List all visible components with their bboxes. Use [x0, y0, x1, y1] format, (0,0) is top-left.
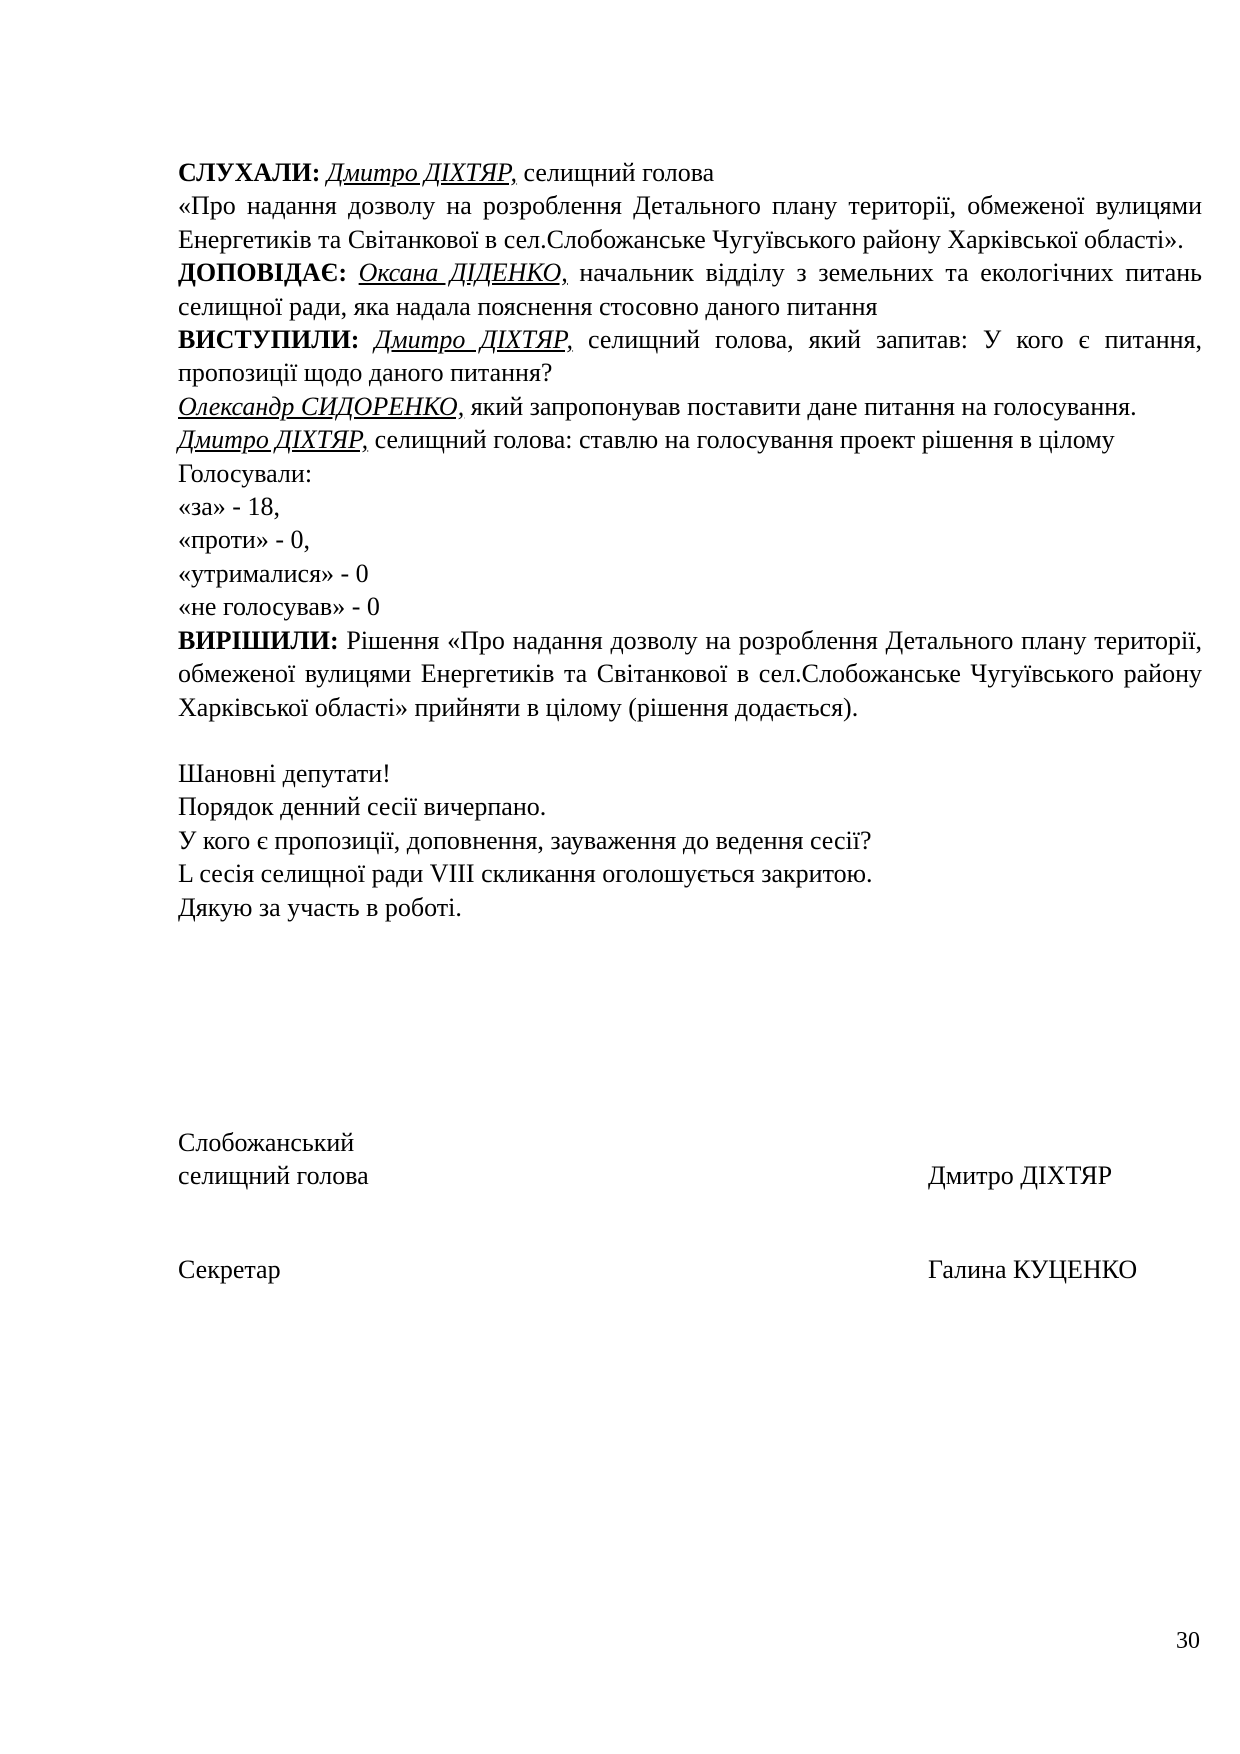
vote-for: «за» - 18, — [178, 492, 280, 522]
vote-abstained: «утрималися» - 0 — [178, 558, 369, 588]
secretary-name: Галина КУЦЕНКО — [928, 1255, 1138, 1284]
closing-line: L сесія селищної ради VIII скликання оголошується закритою. — [178, 859, 873, 889]
paragraph-gap — [178, 724, 1202, 757]
speaker3-name: Дмитро ДІХТЯР, — [178, 425, 369, 455]
closing-line: Шановні депутати! — [178, 758, 391, 788]
document-body — [178, 156, 1202, 924]
speaker3-text: селищний голова: ставлю на голосування проект рішення в цілому — [368, 425, 1115, 455]
closing-line: У кого є пропозиції, доповнення, зауваження до ведення сесії? — [178, 825, 872, 855]
closing-line: Порядок денний сесії вичерпано. — [178, 792, 547, 822]
speaker2-paragraph — [178, 390, 1202, 423]
heard-label: СЛУХАЛИ: — [178, 158, 321, 187]
page-number: 30 — [1176, 1628, 1200, 1654]
votes-heading: Голосували: — [178, 458, 313, 488]
reporter-paragraph — [178, 256, 1202, 323]
heard-paragraph — [178, 156, 1202, 189]
subject-paragraph: «Про надання дозволу на розроблення Детального плану території, обмеженої вулицями Енергетиків та Світанкової в сел.Слобожанське Чугуївського району Харківської області». — [178, 191, 1202, 254]
speakers-paragraph — [178, 323, 1202, 390]
speaker3-paragraph — [178, 423, 1202, 456]
votes-block — [178, 457, 1202, 624]
speakers-label: ВИСТУПИЛИ: — [178, 325, 360, 355]
reporter-text: начальник відділу з земельних та екологічних питань селищної ради, яка надала пояснення стосовно даного питання — [178, 258, 1203, 321]
head-title-line1: Слобожанський — [178, 1128, 355, 1157]
speaker2-name: Олександр СИДОРЕНКО, — [178, 391, 465, 421]
speaker2-text: який запропонував поставити дане питання на голосування. — [464, 391, 1137, 421]
secretary-title: Секретар — [178, 1255, 281, 1284]
vote-against: «проти» - 0, — [178, 525, 311, 555]
decided-paragraph — [178, 624, 1202, 724]
head-name: Дмитро ДІХТЯР — [928, 1161, 1113, 1190]
heard-role: селищний голова — [517, 158, 715, 187]
speaker1-name: Дмитро ДІХТЯР, — [374, 325, 574, 355]
speaker1-text: селищний голова, який запитав: У кого є питання, пропозиції щодо даного питання? — [178, 325, 1203, 388]
head-title-line2: селищний голова — [178, 1161, 369, 1190]
closing-block — [178, 757, 1202, 924]
closing-line: Дякую за участь в роботі. — [178, 892, 462, 922]
heard-name: Дмитро ДІХТЯР, — [326, 158, 518, 187]
reporter-name: Оксана ДІДЕНКО, — [358, 258, 568, 288]
vote-not-voted: «не голосував» - 0 — [178, 592, 380, 622]
decided-label: ВИРІШИЛИ: — [178, 625, 339, 655]
reporter-label: ДОПОВІДАЄ: — [178, 258, 347, 288]
decided-text: Рішення «Про надання дозволу на розроблення Детального плану території, обмеженої вулицями Енергетиків та Світанкової в сел.Слобожанське Чугуївського району Харківської області» прийняти в цілому (рішення додається). — [178, 625, 1202, 722]
